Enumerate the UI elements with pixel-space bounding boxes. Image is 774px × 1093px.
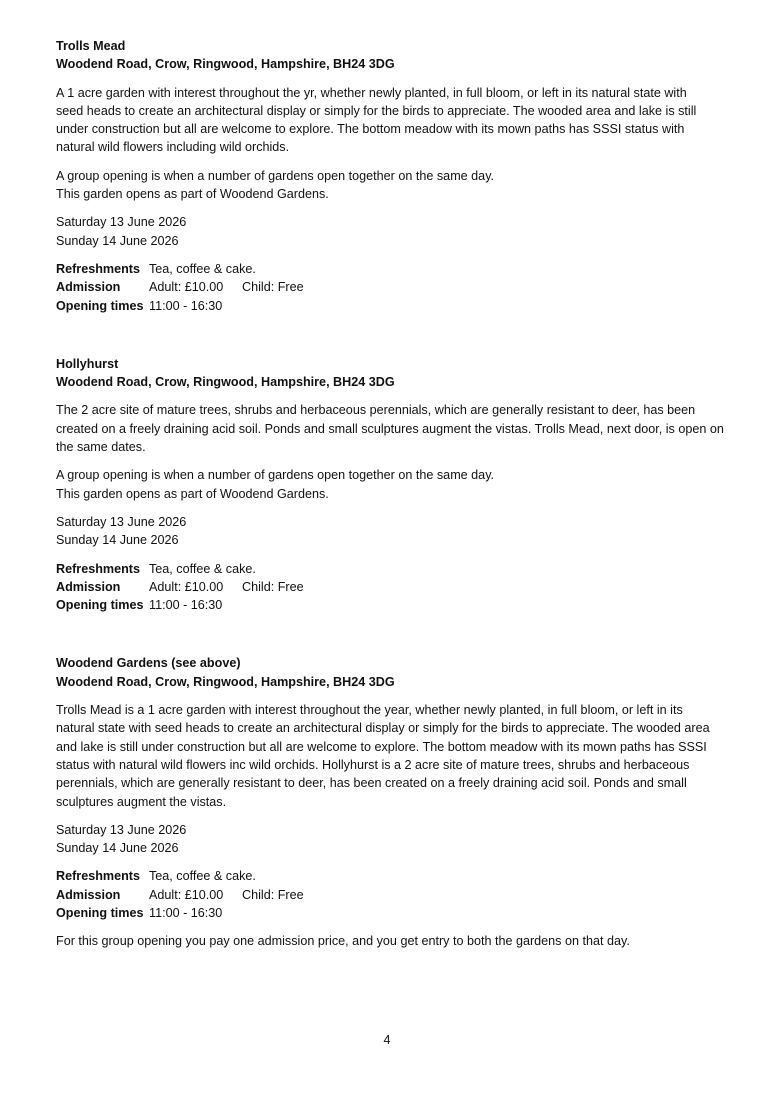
opening-dates — [56, 213, 726, 250]
group-line: This garden opens as part of Woodend Gardens. — [56, 187, 329, 202]
opening-times-row — [56, 596, 726, 614]
refreshments-label: Refreshments — [56, 561, 140, 576]
garden-description — [56, 701, 726, 811]
description-line: under construction but all are welcome to explore. The bottom meadow with its mown paths has SSSI status with — [56, 122, 685, 137]
refreshments-label: Refreshments — [56, 869, 140, 884]
admission-child: Child: Free — [242, 579, 304, 594]
garden-name: Trolls Mead — [56, 39, 126, 53]
description-line: sculptures augment the vistas. — [56, 794, 227, 809]
garden-entry-woodend-gardens — [56, 654, 726, 950]
garden-address: Woodend Road, Crow, Ringwood, Hampshire, BH24 3DG — [56, 57, 395, 72]
admission-row — [56, 886, 726, 904]
opening-times-row — [56, 297, 726, 315]
garden-name: Woodend Gardens (see above) — [56, 656, 241, 671]
description-line: natural wild flowers including wild orchids. — [56, 140, 290, 155]
date-line: Sunday 14 June 2026 — [56, 233, 179, 248]
opening-times-value: 11:00 - 16:30 — [149, 598, 223, 613]
admission-label: Admission — [56, 887, 121, 902]
admission-label: Admission — [56, 280, 121, 295]
opening-dates — [56, 513, 726, 550]
date-line: Sunday 14 June 2026 — [56, 841, 179, 856]
group-opening-note — [56, 167, 726, 204]
refreshments-row — [56, 260, 726, 278]
visit-details — [56, 560, 726, 615]
visit-details — [56, 260, 726, 315]
garden-description — [56, 401, 726, 456]
description-line: status with natural wild flowers inc wild orchids. Hollyhurst is a 2 acre site of mature trees, shrubs and herbaceous — [56, 757, 690, 772]
admission-child: Child: Free — [242, 887, 304, 902]
date-line: Saturday 13 June 2026 — [56, 514, 187, 529]
garden-entry-hollyhurst — [56, 355, 726, 615]
admission-child: Child: Free — [242, 280, 304, 295]
group-line: A group opening is when a number of gardens open together on the same day. — [56, 468, 495, 483]
date-line: Saturday 13 June 2026 — [56, 822, 187, 837]
refreshments-row — [56, 560, 726, 578]
refreshments-row — [56, 867, 726, 885]
opening-times-value: 11:00 - 16:30 — [149, 298, 223, 313]
refreshments-value: Tea, coffee & cake. — [149, 561, 256, 576]
garden-address: Woodend Road, Crow, Ringwood, Hampshire, BH24 3DG — [56, 375, 395, 390]
admission-adult: Adult: £10.00 — [149, 887, 224, 902]
admission-adult: Adult: £10.00 — [149, 579, 224, 594]
opening-times-label: Opening times — [56, 298, 144, 313]
admission-row — [56, 278, 726, 296]
opening-times-label: Opening times — [56, 905, 144, 920]
opening-dates — [56, 821, 726, 858]
description-line: natural state with seed heads to create an architectural display or simply for the birds to appreciate. The wooded area — [56, 721, 710, 736]
group-line: This garden opens as part of Woodend Gardens. — [56, 486, 329, 501]
description-line: seed heads to create an architectural display or simply for the birds to appreciate. The wooded area and lake is still — [56, 103, 697, 118]
opening-times-label: Opening times — [56, 598, 144, 613]
description-line: The 2 acre site of mature trees, shrubs and herbaceous perennials, which are generally resistant to deer, has been — [56, 403, 696, 418]
admission-label: Admission — [56, 579, 121, 594]
garden-description — [56, 84, 726, 157]
admission-row — [56, 578, 726, 596]
page-number: 4 — [383, 1033, 391, 1047]
date-line: Saturday 13 June 2026 — [56, 215, 187, 230]
date-line: Sunday 14 June 2026 — [56, 533, 179, 548]
admission-adult: Adult: £10.00 — [149, 280, 224, 295]
group-line: A group opening is when a number of gardens open together on the same day. — [56, 168, 495, 183]
description-line: A 1 acre garden with interest throughout the yr, whether newly planted, in full bloom, or left in its natural state with — [56, 85, 687, 100]
description-line: created on a freely draining acid soil. Ponds and small sculptures augment the vistas. Trolls Mead, next door, is open on — [56, 421, 724, 436]
description-line: Trolls Mead is a 1 acre garden with interest throughout the year, whether newly planted, in full bloom, or left in its — [56, 703, 683, 718]
garden-address: Woodend Road, Crow, Ringwood, Hampshire, BH24 3DG — [56, 674, 395, 689]
description-line: and lake is still under construction but all are welcome to explore. The bottom meadow with its mown paths has SSSI — [56, 739, 707, 754]
document-page — [56, 37, 726, 951]
group-opening-note — [56, 466, 726, 503]
refreshments-label: Refreshments — [56, 261, 140, 276]
refreshments-value: Tea, coffee & cake. — [149, 869, 256, 884]
description-line: perennials, which are generally resistant to deer, has been created on a freely draining acid soil. Ponds and small — [56, 776, 687, 791]
group-admission-note: For this group opening you pay one admission price, and you get entry to both the gardens on that day. — [56, 934, 630, 949]
visit-details — [56, 867, 726, 922]
opening-times-row — [56, 904, 726, 922]
garden-entry-trolls-mead — [56, 37, 726, 315]
opening-times-value: 11:00 - 16:30 — [149, 905, 223, 920]
description-line: the same dates. — [56, 440, 146, 455]
refreshments-value: Tea, coffee & cake. — [149, 261, 256, 276]
garden-name: Hollyhurst — [56, 356, 119, 371]
